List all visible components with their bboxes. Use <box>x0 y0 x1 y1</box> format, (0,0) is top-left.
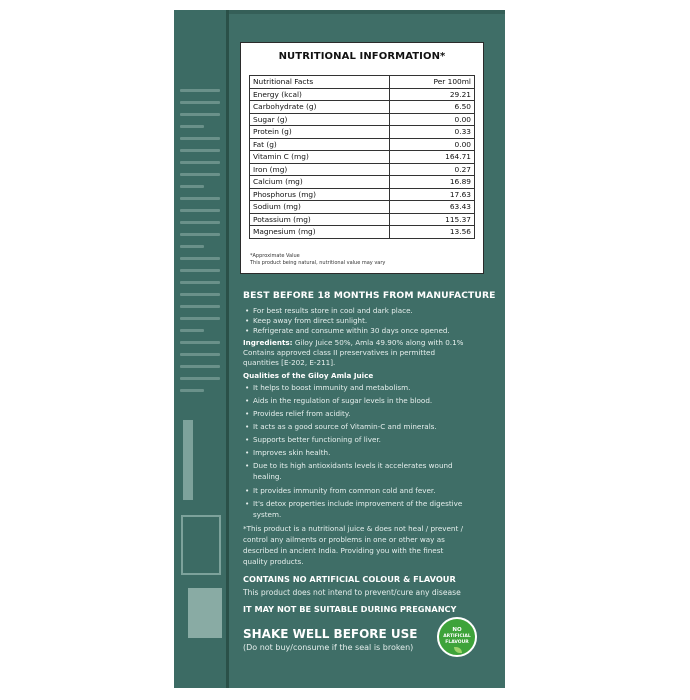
disclaimer-line: described in ancient India. Providing you with the finest <box>243 546 444 555</box>
nutrient-name: Potassium (mg) <box>250 213 390 226</box>
seal-note: (Do not buy/consume if the seal is broken) <box>243 643 414 652</box>
nutrition-table <box>249 75 475 239</box>
nutrient-name: Iron (mg) <box>250 163 390 176</box>
nutrient-value: 16.89 <box>389 176 475 189</box>
disclaimer-line: quality products. <box>243 557 304 566</box>
nutrient-value: 0.27 <box>389 163 475 176</box>
box-top-edge <box>229 10 505 14</box>
table-header-value: Per 100ml <box>389 76 475 89</box>
nutrient-value: 63.43 <box>389 201 475 214</box>
quality-item: • Improves skin health. <box>243 448 495 458</box>
nutrition-panel <box>240 42 484 274</box>
nutrient-name: Carbohydrate (g) <box>250 101 390 114</box>
table-row <box>250 138 475 151</box>
table-row <box>250 163 475 176</box>
nutrient-name: Vitamin C (mg) <box>250 151 390 164</box>
side-panel-label <box>188 588 222 638</box>
storage-item: • Refrigerate and consume within 30 days once opened. <box>243 326 495 336</box>
quality-item: • Aids in the regulation of sugar levels in the blood. <box>243 396 495 406</box>
no-artificial-heading: CONTAINS NO ARTIFICIAL COLOUR & FLAVOUR <box>243 574 456 584</box>
nutrition-title: NUTRITIONAL INFORMATION* <box>278 51 446 62</box>
ingredients-line-2: Contains approved class II preservatives in permitted <box>243 348 436 357</box>
no-cure-text: This product does not intend to prevent/cure any disease <box>243 588 461 597</box>
quality-item: • Provides relief from acidity. <box>243 409 495 419</box>
table-row <box>250 88 475 101</box>
pregnancy-warning: IT MAY NOT BE SUITABLE DURING PREGNANCY <box>243 604 457 614</box>
nutrient-name: Phosphorus (mg) <box>250 188 390 201</box>
nutrient-value: 29.21 <box>389 88 475 101</box>
nutrient-value: 17.63 <box>389 188 475 201</box>
quality-item: • It's detox properties include improvement of the digestive <box>243 499 495 509</box>
nutrient-name: Magnesium (mg) <box>250 226 390 239</box>
side-panel-heading <box>183 420 193 500</box>
shake-heading: SHAKE WELL BEFORE USE <box>243 627 418 641</box>
nutrient-value: 115.37 <box>389 213 475 226</box>
footnote-approx: *Approximate Value <box>250 253 300 259</box>
nutrient-name: Sodium (mg) <box>250 201 390 214</box>
nutrient-name: Sugar (g) <box>250 113 390 126</box>
nutrient-name: Calcium (mg) <box>250 176 390 189</box>
table-row <box>250 113 475 126</box>
nutrient-value: 13.56 <box>389 226 475 239</box>
quality-item: • It helps to boost immunity and metabolism. <box>243 383 495 393</box>
nutrient-value: 0.00 <box>389 138 475 151</box>
qualities-title: Qualities of the Giloy Amla Juice <box>243 371 374 380</box>
badge-line-2: ARTIFICIAL <box>443 634 471 639</box>
nutrient-name: Energy (kcal) <box>250 88 390 101</box>
ingredients-text: Giloy Juice 50%, Amla 49.90% along with 0.1% <box>292 338 464 347</box>
table-row <box>250 226 475 239</box>
badge-line-3: FLAVOUR <box>445 640 469 645</box>
table-header-label: Nutritional Facts <box>250 76 390 89</box>
side-panel-barcode <box>181 515 221 575</box>
nutrition-footnote <box>250 253 385 266</box>
ingredients-label: Ingredients: <box>243 338 293 347</box>
table-row <box>250 151 475 164</box>
ingredients-line-3: quantities [E-202, E-211]. <box>243 358 336 367</box>
table-row <box>250 76 475 89</box>
leaf-icon <box>454 647 462 653</box>
quality-item: • Due to its high antioxidants levels it accelerates wound <box>243 461 495 471</box>
quality-item-continued: system. <box>253 510 282 519</box>
nutrient-value: 0.33 <box>389 126 475 139</box>
quality-item: • It provides immunity from common cold and fever. <box>243 486 495 496</box>
nutrient-value: 0.00 <box>389 113 475 126</box>
nutrient-name: Fat (g) <box>250 138 390 151</box>
nutrient-name: Protein (g) <box>250 126 390 139</box>
ingredients-line <box>243 338 495 348</box>
table-row <box>250 201 475 214</box>
footnote-natural: This product being natural, nutritional value may vary <box>250 259 386 266</box>
table-row <box>250 188 475 201</box>
table-row <box>250 176 475 189</box>
storage-item: • For best results store in cool and dark place. <box>243 306 495 316</box>
table-row <box>250 126 475 139</box>
table-row <box>250 101 475 114</box>
table-row <box>250 213 475 226</box>
no-artificial-flavour-badge <box>437 617 477 657</box>
quality-item-continued: healing. <box>253 472 282 481</box>
nutrient-value: 6.50 <box>389 101 475 114</box>
storage-item: • Keep away from direct sunlight. <box>243 316 495 326</box>
disclaimer-line: control any ailments or problems in one or other way as <box>243 535 445 544</box>
disclaimer-line: *This product is a nutritional juice & does not heal / prevent / <box>243 524 464 533</box>
best-before-heading: BEST BEFORE 18 MONTHS FROM MANUFACTURE <box>243 290 496 301</box>
quality-item: • Supports better functioning of liver. <box>243 435 495 445</box>
badge-line-1: NO <box>452 627 462 633</box>
nutrient-value: 164.71 <box>389 151 475 164</box>
quality-item: • It acts as a good source of Vitamin-C and minerals. <box>243 422 495 432</box>
